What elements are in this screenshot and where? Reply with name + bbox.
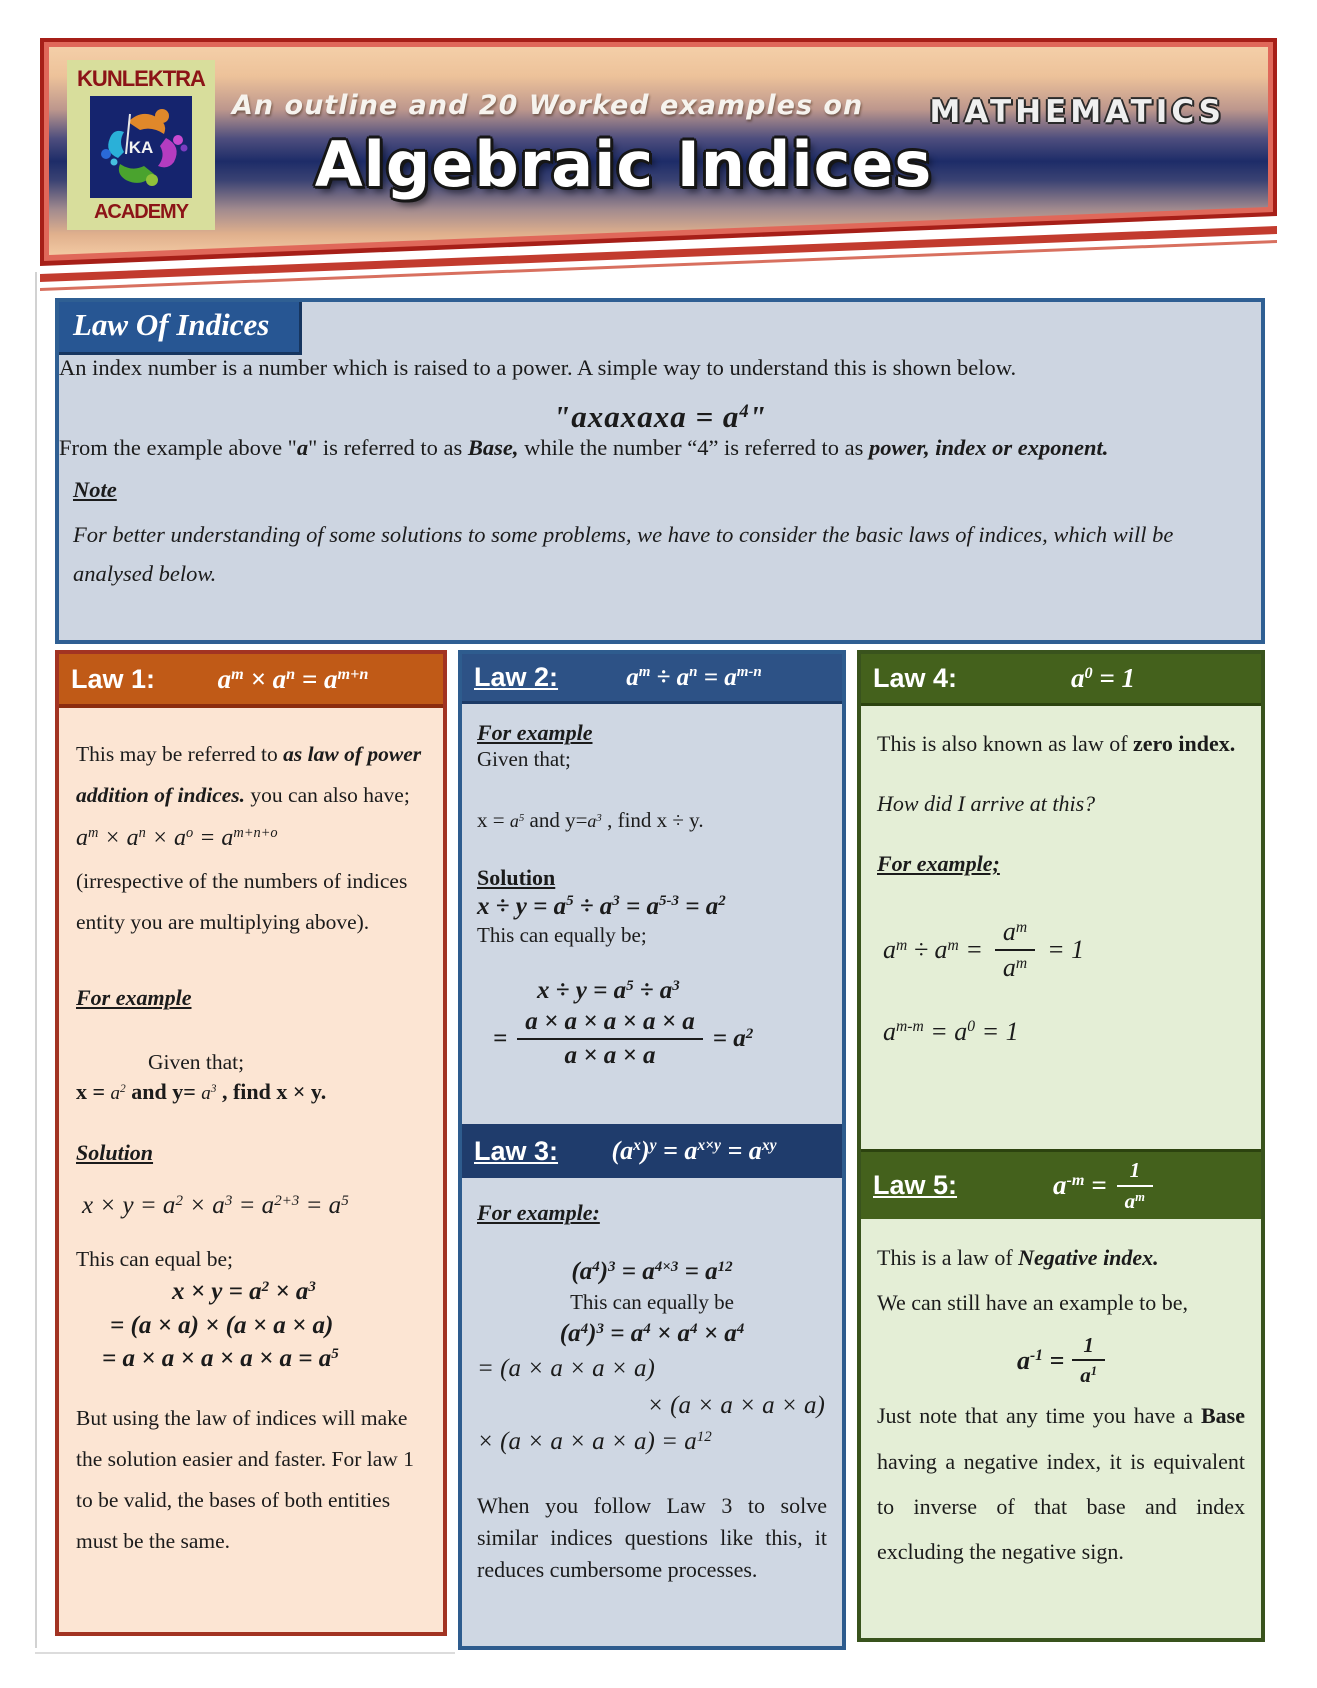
law4-fraction-line: $a^m \div a^m$ = $\frac{a^m}{a^m}$ = 1 — [883, 917, 1085, 983]
law5-header-fraction: $\frac{1}{a^m}$ — [1117, 1158, 1153, 1212]
logo-name-text: KUNLEKTRA — [77, 66, 205, 91]
law1-for-example-heading: For example — [76, 984, 192, 1010]
law1-expansion-line1: $x \times y = a^2 \times a^3$ — [172, 1277, 316, 1305]
law4-law5-column — [857, 650, 1265, 1642]
law5-title: Law 5: — [873, 1170, 958, 1200]
law1-given-label: Given that; — [148, 1049, 245, 1074]
law3-header — [462, 1124, 842, 1178]
law5-closing-paragraph: Just note that any time you have a Base having a negative index, it is equivalent to inverse of that base and index excluding the negative sign. — [877, 1403, 1245, 1564]
law4-fraction: $\frac{a^m}{a^m}$ — [995, 917, 1035, 983]
page-scan-edge — [35, 272, 37, 1648]
law3-title: Law 3: — [474, 1135, 559, 1166]
law4-header — [861, 654, 1261, 706]
logo-academy-text: ACADEMY — [93, 201, 189, 223]
law2-solution-heading: Solution — [477, 864, 556, 890]
law2-title: Law 2: — [474, 662, 559, 692]
law3-equal-text: This can equally be — [570, 1290, 734, 1314]
base-exponent-paragraph: From the example above "a" is referred to as Base, while the number “4” is referred to as power, index or exponent. — [59, 435, 1109, 460]
law1-solution-heading: Solution — [76, 1140, 154, 1166]
law2-equal-text: This can equally be; — [477, 922, 647, 947]
law2-for-example-heading: For example — [477, 720, 593, 745]
note-heading: Note — [73, 477, 117, 502]
law3-line3: = (a × a × a × a) — [477, 1355, 655, 1383]
logo-monogram: KA — [128, 137, 154, 157]
law4-for-example-heading: For example; — [877, 851, 1000, 877]
page-title: Algebraic Indices — [314, 128, 933, 201]
law4-body — [861, 706, 1261, 1149]
law2-formula: $a^m \div a^n = a^{m-n}$ — [626, 663, 762, 691]
law1-equal-text: This can equal be; — [76, 1246, 234, 1271]
subject-label: MATHEMATICS — [929, 94, 1225, 130]
law1-title: Law 1: — [71, 663, 156, 694]
law2-body — [462, 704, 842, 1124]
law3-line4: × (a × a × a × a) — [647, 1391, 825, 1419]
exponent-term: power, index or exponent. — [869, 435, 1109, 460]
header-banner — [40, 38, 1277, 294]
var-a: a — [296, 435, 309, 460]
law1-general-formula: $a^m \times a^n \times a^o = a^{m+n+o}$ — [76, 824, 278, 851]
law5-header — [861, 1149, 1261, 1219]
note-text: For better understanding of some solutions to some problems, we have to consider the basic laws of indices, which will be analysed below. — [73, 522, 1174, 587]
laws-columns — [55, 650, 1265, 1650]
law2-given-label: Given that; — [477, 747, 571, 771]
law5-example-line: $a^{-1}$ = $\frac{1}{a^1}$ — [877, 1333, 1245, 1387]
law1-column — [55, 650, 447, 1636]
law2-solution-line1: $x \div y = a^5 \div a^3 = a^{5-3} = a^2$ — [477, 892, 726, 920]
law1-closing-paragraph: But using the law of indices will make the solution easier and faster. For law 1 to be valid, the bases of both entities must be the same. — [76, 1406, 414, 1553]
law4-formula: $a^0 = 1$ — [1071, 663, 1135, 693]
law3-body — [462, 1178, 842, 1646]
intro-paragraph: An index number is a number which is raised to a power. A simple way to understand this is shown below. — [59, 355, 1017, 380]
law3-line1: $(a^4)^3 = a^{4\times 3} = a^{12}$ — [571, 1258, 733, 1285]
law4-title: Law 4: — [873, 663, 958, 693]
law3-for-example-heading: For example: — [477, 1200, 600, 1225]
law2-law3-column — [458, 650, 846, 1650]
banner-subtitle: An outline and 20 Worked examples on — [232, 90, 864, 121]
law3-closing-paragraph: When you follow Law 3 to solve similar indices questions like this, it reduces cumbersome processes. — [477, 1493, 827, 1582]
law1-expansion-line2: = (a × a) × (a × a × a) — [110, 1311, 334, 1339]
law1-given-line: $x = a^2$ and $y= a^3$ , find x × y. — [76, 1078, 327, 1104]
law5-paragraph-1: This is a law of Negative index. — [877, 1245, 1159, 1270]
law2-expansion-line1: $x \div y = a^5 \div a^3$ — [537, 977, 680, 1005]
law3-line2: $(a^4)^3 = a^4 \times a^4 \times a^4$ — [559, 1320, 745, 1348]
law1-header — [59, 654, 443, 708]
section-tab-title: Law Of Indices — [59, 302, 302, 355]
law4-paragraph-1: This is also known as law of zero index. — [877, 731, 1236, 756]
law5-example-fraction: $\frac{1}{a^1}$ — [1072, 1333, 1105, 1387]
law1-body — [59, 708, 443, 1561]
law4-question: How did I arrive at this? — [877, 791, 1096, 817]
law1-expansion-line3: = $a \times a \times a \times a \times a = a^5$ — [102, 1345, 339, 1373]
law5-paragraph-2: We can still have an example to be, — [877, 1290, 1188, 1316]
law-of-indices-section — [55, 298, 1265, 644]
law3-formula: $(a^x)^y = a^{x\times y} = a^{xy}$ — [611, 1136, 777, 1165]
page-scan-edge-bottom — [35, 1652, 455, 1654]
law1-formula: $a^m \times a^n = a^{m+n}$ — [217, 663, 369, 694]
law4-line2: $a^{m-m} = a^0 = 1$ — [883, 1016, 1019, 1046]
law2-fraction: $\frac{a \times a \times a \times a \times a}{a \times a \times a}$ — [517, 1008, 702, 1072]
law1-paragraph-1: This may be referred to as law of power addition of indices. you can also have; — [76, 742, 422, 807]
law3-line5: × $(a \times a \times a \times a) = a^{12}$ — [477, 1427, 712, 1455]
index-example-formula: "axaxaxa = $a^4$" — [553, 399, 767, 434]
base-term: Base, — [467, 435, 519, 460]
law5-formula: $a^{-m}$ = $\frac{1}{a^m}$ — [957, 1158, 1249, 1212]
law1-solution-line1: $x \times y = a^2 \times a^3 = a^{2+3} = a^5$ — [82, 1192, 349, 1220]
law5-body — [861, 1219, 1261, 1638]
law2-given-line: $x = a^5$ and $y=a^3$ , find x ÷ y. — [477, 808, 704, 833]
law1-paragraph-2: (irrespective of the numbers of indices entity you are multiplying above). — [76, 869, 408, 935]
law2-header — [462, 654, 842, 704]
law2-fraction-line: = $\frac{a \times a \times a \times a \times a}{a \times a \times a}$ = $a^2$ — [493, 1007, 754, 1070]
